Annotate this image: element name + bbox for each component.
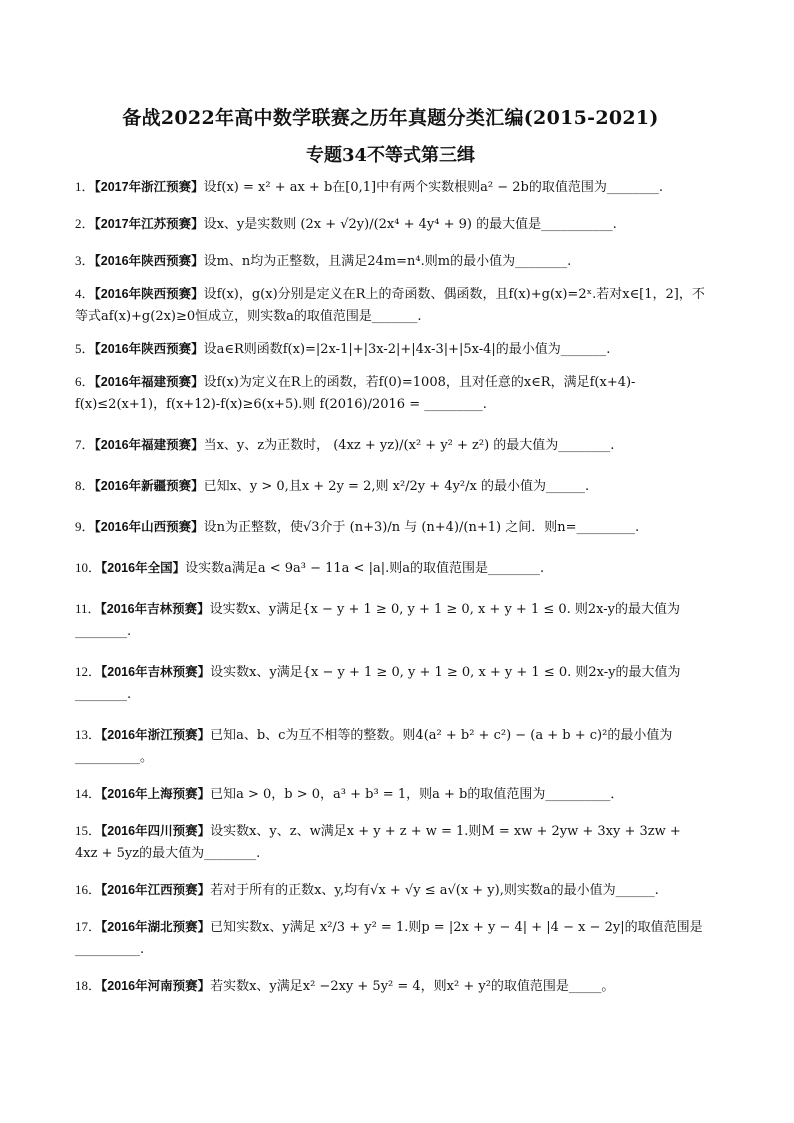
problem-item xyxy=(75,916,706,961)
problem-number: 17． xyxy=(75,919,102,934)
problem-text: 设实数x、y满足{x − y + 1 ≥ 0, y + 1 ≥ 0, x + y + 1 ≤ 0. 则2x-y的最大值为________. xyxy=(75,602,681,639)
problem-item xyxy=(75,371,706,416)
problem-text: 若对于所有的正数x、y,均有√x + √y ≤ a√(x + y),则实数a的最小值为______. xyxy=(210,883,659,898)
problem-source: 【2016年吉林预赛】 xyxy=(101,665,211,679)
problem-source: 【2016年四川预赛】 xyxy=(101,824,211,838)
problem-text: 设a∈R则函数f(x)=|2x-1|+|3x-2|+|4x-3|+|5x-4|的最小值为_______. xyxy=(203,342,611,357)
problem-text: 设f(x)，g(x)分别是定义在R上的奇函数、偶函数，且f(x)+g(x)=2ˣ.若对x∈[1，2]，不等式af(x)+g(2x)≥0恒成立，则实数a的取值范围是_______. xyxy=(75,287,705,324)
problem-item xyxy=(75,338,706,361)
problem-number: 12． xyxy=(75,664,102,679)
problem-number: 3． xyxy=(75,253,95,268)
problem-text: 设实数x、y满足{x − y + 1 ≥ 0, y + 1 ≥ 0, x + y + 1 ≤ 0. 则2x-y的最大值为________. xyxy=(75,665,681,702)
problem-source: 【2016年福建预赛】 xyxy=(94,438,204,452)
problem-text: 已知a > 0，b > 0，a³ + b³ = 1，则a + b的取值范围为__________． xyxy=(210,787,624,802)
problem-text: 已知实数x、y满足 x²/3 + y² = 1.则p = |2x + y − 4| + |4 − x − 2y|的取值范围是__________. xyxy=(75,920,703,957)
problem-source: 【2016年福建预赛】 xyxy=(94,375,204,389)
problem-source: 【2016年江西预赛】 xyxy=(101,883,211,897)
problem-item xyxy=(75,516,706,539)
problem-number: 8． xyxy=(75,478,95,493)
problem-source: 【2016年陕西预赛】 xyxy=(94,342,204,356)
problem-number: 9． xyxy=(75,519,95,534)
problem-source: 【2016年全国】 xyxy=(101,561,186,575)
problem-text: 设实数x、y、z、w满足x + y + z + w = 1.则M = xw + 2yw + 3xy + 3zw + 4xz + 5yz的最大值为________. xyxy=(75,824,681,861)
problem-text: 当x、y、z为正数时， (4xz + yz)/(x² + y² + z²) 的最大值为________. xyxy=(203,438,615,453)
problem-source: 【2016年新疆预赛】 xyxy=(94,479,204,493)
problem-number: 16． xyxy=(75,882,102,897)
problem-item xyxy=(75,434,706,457)
problem-number: 14． xyxy=(75,786,102,801)
problem-number: 10． xyxy=(75,560,102,575)
problem-text: 若实数x、y满足x² −2xy + 5y² = 4，则x² + y²的取值范围是_____。 xyxy=(210,979,615,994)
problem-item xyxy=(75,820,706,865)
problem-text: 已知x、y > 0,且x + 2y = 2,则 x²/2y + 4y²/x 的最小值为______. xyxy=(203,479,590,494)
problem-item xyxy=(75,250,706,273)
problem-number: 4． xyxy=(75,286,95,301)
problem-text: 已知a、b、c为互不相等的整数。则4(a² + b² + c²) − (a + b + c)²的最小值为__________。 xyxy=(75,728,673,765)
problem-item xyxy=(75,557,706,580)
problem-item xyxy=(75,879,706,902)
problem-item xyxy=(75,475,706,498)
problem-source: 【2016年湖北预赛】 xyxy=(101,920,211,934)
problem-text: 设n为正整数，使√3介于 (n+3)/n 与 (n+4)/(n+1) 之间．则n=_________. xyxy=(203,520,640,535)
problem-item xyxy=(75,783,706,806)
problem-item xyxy=(75,283,706,328)
problem-number: 11． xyxy=(75,601,101,616)
problem-text: 设x、y是实数则 (2x + √2y)/(2x⁴ + 4y⁴ + 9) 的最大值是___________. xyxy=(203,217,617,232)
problem-source: 【2016年浙江预赛】 xyxy=(101,728,211,742)
problem-source: 【2016年山西预赛】 xyxy=(94,520,204,534)
problem-number: 2． xyxy=(75,216,95,231)
document-subtitle: 专题34不等式第三缉 xyxy=(305,145,476,166)
problem-number: 18． xyxy=(75,978,102,993)
problem-text: 设f(x)为定义在R上的函数，若f(0)=1008，且对任意的x∈R，满足f(x+4)-f(x)≤2(x+1)，f(x+12)-f(x)≥6(x+5).则 f(2016)/2016 = _________. xyxy=(75,375,636,412)
problem-list xyxy=(75,176,706,998)
problem-source: 【2016年陕西预赛】 xyxy=(94,287,204,301)
problem-source: 【2016年上海预赛】 xyxy=(101,787,211,801)
problem-source: 【2016年陕西预赛】 xyxy=(94,254,204,268)
problem-item xyxy=(75,598,706,643)
document-title: 备战2022年高中数学联赛之历年真题分类汇编(2015-2021) xyxy=(122,107,659,129)
problem-item xyxy=(75,975,706,998)
problem-number: 15． xyxy=(75,823,102,838)
problem-item xyxy=(75,661,706,706)
problem-source: 【2017年江苏预赛】 xyxy=(94,217,204,231)
problem-number: 7． xyxy=(75,437,95,452)
problem-text: 设实数a满足a < 9a³ − 11a < |a|.则a的取值范围是________. xyxy=(185,561,545,576)
problem-number: 6． xyxy=(75,374,95,389)
problem-source: 【2017年浙江预赛】 xyxy=(94,180,204,194)
problem-source: 【2016年河南预赛】 xyxy=(101,979,211,993)
problem-text: 设m、n均为正整数，且满足24m=n⁴.则m的最小值为________. xyxy=(203,254,572,269)
problem-text: 设f(x) = x² + ax + b在[0,1]中有两个实数根则a² − 2b的取值范围为________. xyxy=(203,180,663,195)
problem-number: 5． xyxy=(75,341,95,356)
problem-item xyxy=(75,213,706,236)
problem-source: 【2016年吉林预赛】 xyxy=(100,602,210,616)
problem-number: 1． xyxy=(75,179,95,194)
problem-item xyxy=(75,724,706,769)
problem-item xyxy=(75,176,706,199)
problem-number: 13． xyxy=(75,727,102,742)
